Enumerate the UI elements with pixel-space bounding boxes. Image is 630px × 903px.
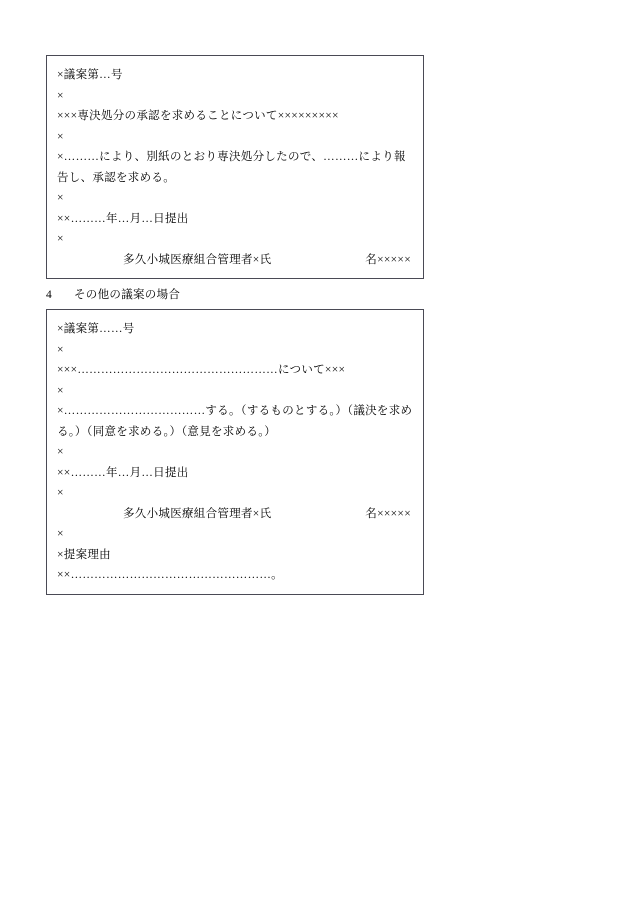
section-title: その他の議案の場合 xyxy=(74,289,181,301)
form1-line-1: ×議案第…号 xyxy=(57,69,123,81)
form2-line-3: ×××……………………………………………について××× xyxy=(57,364,346,376)
senketsu-shobun-form xyxy=(46,55,424,279)
form1-signature-name: 名××××× xyxy=(365,253,411,266)
form2-line-9: × xyxy=(57,528,64,540)
form2-line-1: ×議案第……号 xyxy=(57,323,135,335)
section-heading-4 xyxy=(46,286,424,304)
section-number: 4 xyxy=(46,289,53,301)
form1-line-3: ×××専決処分の承認を求めることについて××××××××× xyxy=(57,110,339,122)
form2-line-5: ×………………………………する。（するものとする。）（議決を求める。）（同意を求める。）（意見を求める。） xyxy=(57,405,413,438)
form2-signature-name: 名××××× xyxy=(365,507,411,520)
form1-line-5: ×………により、別紙のとおり専決処分したので、………により報告し、承認を求める。 xyxy=(57,151,406,184)
form2-line-7: ××………年…月…日提出 xyxy=(57,466,189,479)
form2-line-2: × xyxy=(57,343,64,356)
form2-line-11: ××……………………………………………。 xyxy=(57,569,283,581)
form2-line-8: × xyxy=(57,487,64,499)
form1-line-4: × xyxy=(57,130,64,143)
form2-signature xyxy=(57,504,413,525)
form2-line-4: × xyxy=(57,384,64,397)
form2-signature-title: 多久小城医療組合管理者×氏 xyxy=(123,507,272,520)
form1-line-8: × xyxy=(57,233,64,245)
form1-line-2: × xyxy=(57,89,64,102)
form1-signature xyxy=(57,250,413,271)
form1-line-7: ××………年…月…日提出 xyxy=(57,212,189,225)
document-body xyxy=(46,55,424,595)
form1-line-6: × xyxy=(57,192,64,204)
form2-line-10: ×提案理由 xyxy=(57,548,111,561)
form2-line-6: × xyxy=(57,446,64,458)
sonota-gian-form xyxy=(46,309,424,595)
form1-signature-title: 多久小城医療組合管理者×氏 xyxy=(123,253,272,266)
